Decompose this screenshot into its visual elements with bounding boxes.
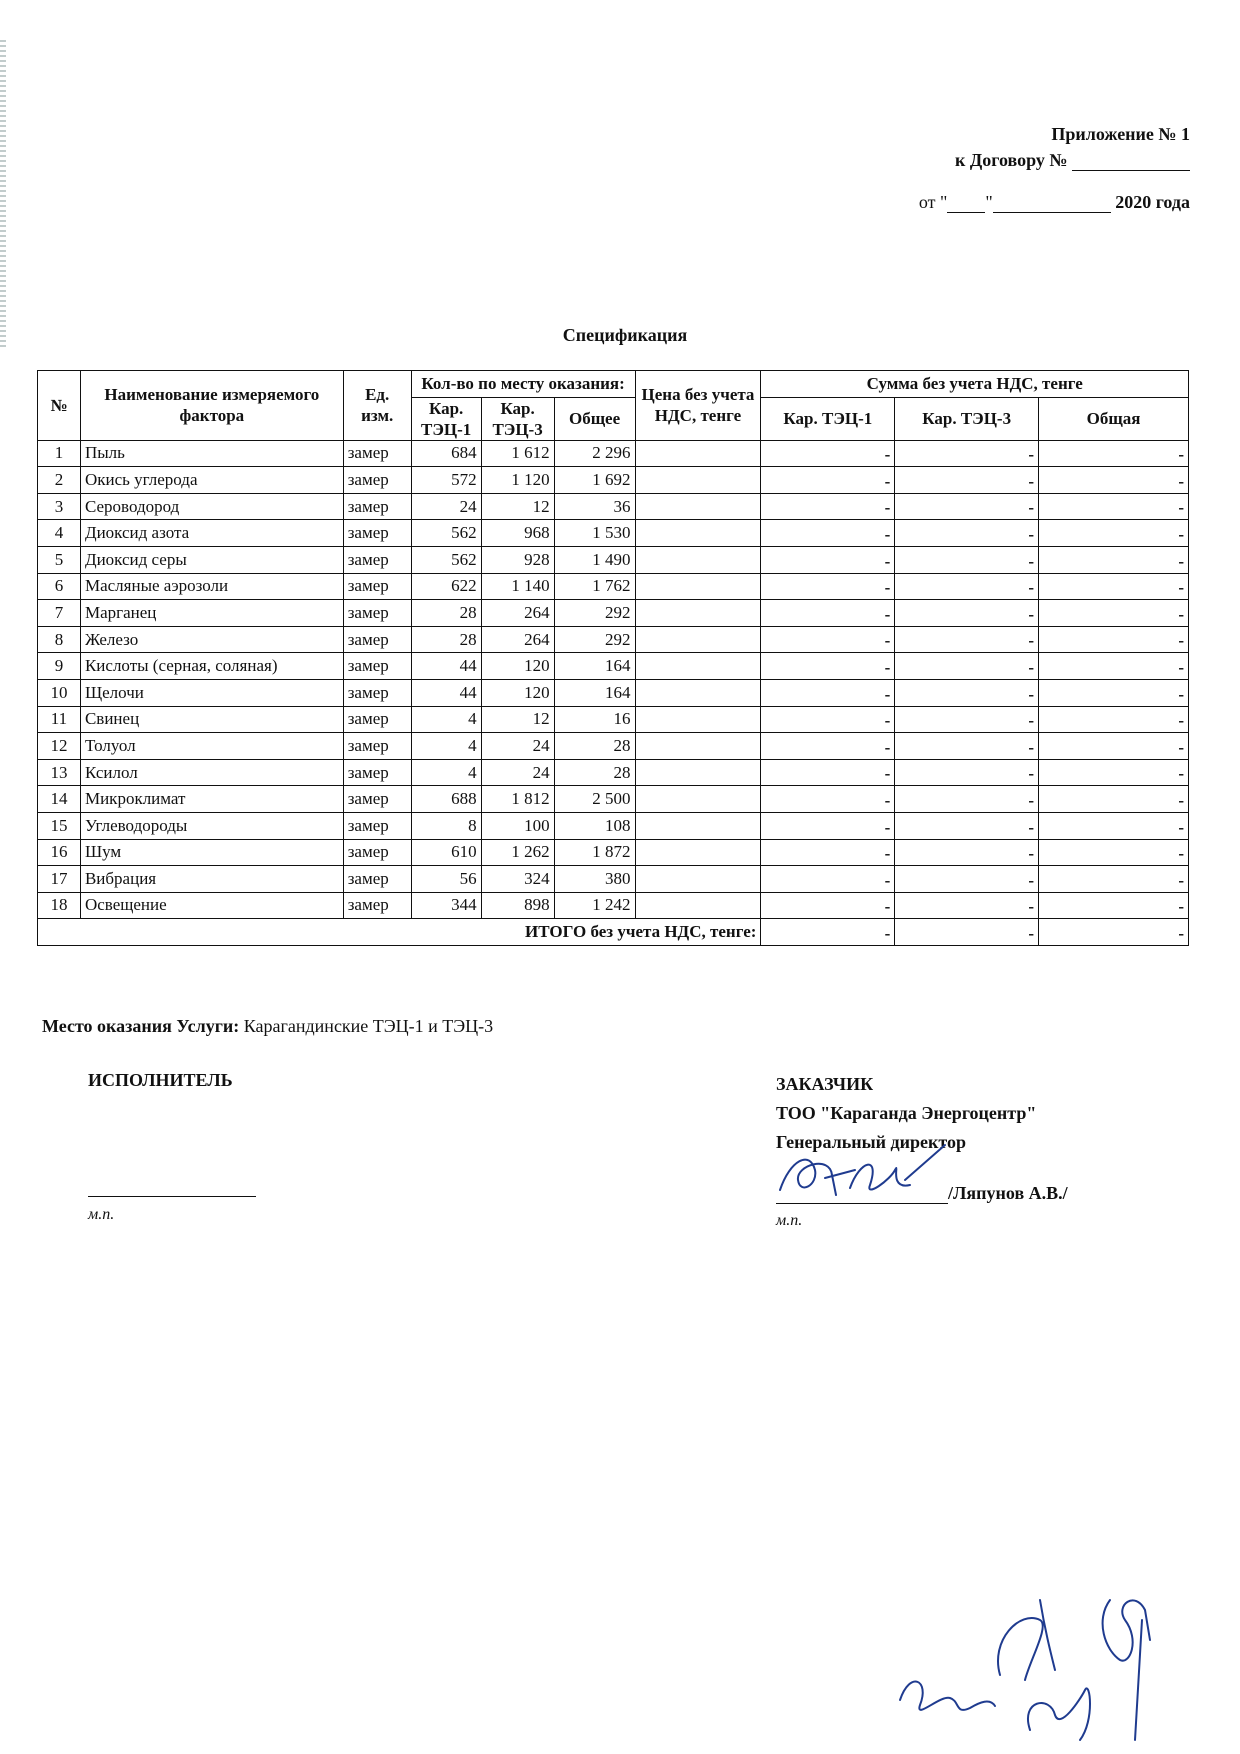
price-cell (635, 493, 761, 520)
unit-cell: замер (343, 600, 411, 627)
price-cell (635, 600, 761, 627)
factor-name-cell: Железо (80, 626, 343, 653)
qty-total-cell: 1 762 (554, 573, 635, 600)
qty-total-cell: 28 (554, 759, 635, 786)
row-number-cell: 17 (38, 866, 81, 893)
table-row (38, 679, 1189, 706)
factor-name-cell: Сероводород (80, 493, 343, 520)
qty-tec3-cell: 24 (481, 733, 554, 760)
factor-name-cell: Шум (80, 839, 343, 866)
sum-tec3-cell: - (895, 892, 1039, 919)
price-cell (635, 520, 761, 547)
unit-cell: замер (343, 467, 411, 494)
month-blank (993, 196, 1111, 213)
contract-date-line (919, 192, 1190, 213)
director-signature (770, 1140, 960, 1210)
qty-tec1-cell: 44 (411, 653, 481, 680)
table-row (38, 759, 1189, 786)
row-number-cell: 7 (38, 600, 81, 627)
qty-total-cell: 2 500 (554, 786, 635, 813)
qty-total-cell: 36 (554, 493, 635, 520)
header-sum-group: Сумма без учета НДС, тенге (761, 371, 1189, 398)
row-number-cell: 10 (38, 679, 81, 706)
row-number-cell: 16 (38, 839, 81, 866)
row-number-cell: 11 (38, 706, 81, 733)
qty-tec3-cell: 100 (481, 812, 554, 839)
qty-total-cell: 1 530 (554, 520, 635, 547)
price-cell (635, 892, 761, 919)
sum-tec3-cell: - (895, 626, 1039, 653)
qty-tec3-cell: 1 120 (481, 467, 554, 494)
qty-tec1-cell: 28 (411, 600, 481, 627)
header-sum-tec1: Кар. ТЭЦ-1 (761, 397, 895, 440)
header-qty-tec1: Кар. ТЭЦ-1 (411, 397, 481, 440)
sum-tec1-cell: - (761, 866, 895, 893)
sum-tec1-cell: - (761, 546, 895, 573)
qty-tec1-cell: 610 (411, 839, 481, 866)
unit-cell: замер (343, 573, 411, 600)
qty-tec1-cell: 688 (411, 786, 481, 813)
qty-tec1-cell: 572 (411, 467, 481, 494)
qty-tec3-cell: 12 (481, 493, 554, 520)
sum-tec3-cell: - (895, 866, 1039, 893)
factor-name-cell: Углеводороды (80, 812, 343, 839)
date-suffix: 2020 года (1115, 192, 1190, 212)
factor-name-cell: Микроклимат (80, 786, 343, 813)
qty-tec1-cell: 8 (411, 812, 481, 839)
sum-tec1-cell: - (761, 626, 895, 653)
customer-title: ЗАКАЗЧИК (776, 1074, 874, 1094)
sum-tec1-cell: - (761, 679, 895, 706)
sum-tec1-cell: - (761, 467, 895, 494)
qty-tec1-cell: 24 (411, 493, 481, 520)
qty-total-cell: 1 872 (554, 839, 635, 866)
qty-total-cell: 108 (554, 812, 635, 839)
price-cell (635, 786, 761, 813)
header-qty-tec3: Кар. ТЭЦ-3 (481, 397, 554, 440)
unit-cell: замер (343, 706, 411, 733)
date-prefix: от " (918, 192, 948, 212)
factor-name-cell: Ксилол (80, 759, 343, 786)
table-row (38, 839, 1189, 866)
service-place-value: Карагандинские ТЭЦ-1 и ТЭЦ-3 (243, 1016, 494, 1036)
price-cell (635, 759, 761, 786)
service-place (42, 1016, 493, 1037)
header-no: № (38, 371, 81, 441)
row-number-cell: 13 (38, 759, 81, 786)
price-cell (635, 467, 761, 494)
unit-cell: замер (343, 520, 411, 547)
price-cell (635, 866, 761, 893)
qty-tec3-cell: 968 (481, 520, 554, 547)
table-row (38, 653, 1189, 680)
executor-signature-line (88, 1196, 256, 1197)
executor-title: ИСПОЛНИТЕЛЬ (88, 1070, 233, 1090)
unit-cell: замер (343, 493, 411, 520)
sum-total-cell: - (1039, 467, 1189, 494)
qty-tec1-cell: 44 (411, 679, 481, 706)
table-row (38, 573, 1189, 600)
qty-tec3-cell: 120 (481, 679, 554, 706)
row-number-cell: 15 (38, 812, 81, 839)
sum-tec1-cell: - (761, 759, 895, 786)
sum-total-cell: - (1039, 600, 1189, 627)
sum-total-cell: - (1039, 706, 1189, 733)
sum-tec1-cell: - (761, 573, 895, 600)
sum-total-cell: - (1039, 786, 1189, 813)
sum-tec1-cell: - (761, 706, 895, 733)
factor-name-cell: Диоксид азота (80, 520, 343, 547)
sum-tec1-cell: - (761, 493, 895, 520)
sum-tec3-cell: - (895, 600, 1039, 627)
table-row (38, 733, 1189, 760)
sum-tec3-cell: - (895, 812, 1039, 839)
header-sum-tec3: Кар. ТЭЦ-3 (895, 397, 1039, 440)
sum-tec1-cell: - (761, 786, 895, 813)
unit-cell: замер (343, 759, 411, 786)
qty-tec3-cell: 1 612 (481, 440, 554, 467)
row-number-cell: 1 (38, 440, 81, 467)
table-row (38, 440, 1189, 467)
price-cell (635, 653, 761, 680)
sum-tec3-cell: - (895, 520, 1039, 547)
table-row (38, 626, 1189, 653)
qty-tec3-cell: 264 (481, 626, 554, 653)
factor-name-cell: Освещение (80, 892, 343, 919)
factor-name-cell: Вибрация (80, 866, 343, 893)
qty-total-cell: 16 (554, 706, 635, 733)
table-row (38, 467, 1189, 494)
header-name: Наименование измеряемого фактора (80, 371, 343, 441)
header-qty-total: Общее (554, 397, 635, 440)
price-cell (635, 706, 761, 733)
contract-prefix: к Договору № (955, 150, 1068, 170)
sum-tec3-cell: - (895, 786, 1039, 813)
table-row (38, 706, 1189, 733)
row-number-cell: 14 (38, 786, 81, 813)
price-cell (635, 733, 761, 760)
sum-total-cell: - (1039, 440, 1189, 467)
sum-tec3-cell: - (895, 706, 1039, 733)
header-price: Цена без учета НДС, тенге (635, 371, 761, 441)
header-unit: Ед. изм. (343, 371, 411, 441)
sum-tec3-cell: - (895, 493, 1039, 520)
table-row (38, 866, 1189, 893)
sum-tec3-cell: - (895, 573, 1039, 600)
price-cell (635, 440, 761, 467)
sum-tec3-cell: - (895, 759, 1039, 786)
factor-name-cell: Пыль (80, 440, 343, 467)
date-mid: " (985, 192, 993, 212)
sum-tec1-cell: - (761, 653, 895, 680)
qty-total-cell: 1 692 (554, 467, 635, 494)
sum-total-cell: - (1039, 892, 1189, 919)
qty-tec3-cell: 12 (481, 706, 554, 733)
row-number-cell: 5 (38, 546, 81, 573)
sum-total-cell: - (1039, 573, 1189, 600)
qty-tec3-cell: 24 (481, 759, 554, 786)
unit-cell: замер (343, 653, 411, 680)
qty-tec1-cell: 4 (411, 706, 481, 733)
document-title: Спецификация (562, 325, 688, 345)
sum-tec3-cell: - (895, 839, 1039, 866)
qty-total-cell: 164 (554, 653, 635, 680)
table-row (38, 520, 1189, 547)
price-cell (635, 573, 761, 600)
qty-tec3-cell: 324 (481, 866, 554, 893)
sum-tec1-cell: - (761, 520, 895, 547)
customer-position: Генеральный директор (776, 1132, 966, 1152)
price-cell (635, 679, 761, 706)
customer-stamp-place: м.п. (776, 1212, 803, 1229)
sum-total-cell: - (1039, 493, 1189, 520)
unit-cell: замер (343, 679, 411, 706)
table-body (38, 440, 1189, 919)
qty-tec1-cell: 4 (411, 733, 481, 760)
row-number-cell: 18 (38, 892, 81, 919)
total-sum-tec3: - (895, 919, 1039, 946)
qty-tec1-cell: 344 (411, 892, 481, 919)
total-label: ИТОГО без учета НДС, тенге: (38, 919, 761, 946)
customer-company: ТОО "Караганда Энергоцентр" (776, 1103, 1037, 1123)
sum-tec3-cell: - (895, 546, 1039, 573)
row-number-cell: 2 (38, 467, 81, 494)
sum-tec3-cell: - (895, 653, 1039, 680)
factor-name-cell: Толуол (80, 733, 343, 760)
unit-cell: замер (343, 786, 411, 813)
factor-name-cell: Кислоты (серная, соляная) (80, 653, 343, 680)
unit-cell: замер (343, 866, 411, 893)
price-cell (635, 812, 761, 839)
unit-cell: замер (343, 839, 411, 866)
qty-total-cell: 380 (554, 866, 635, 893)
service-place-label: Место оказания Услуги: (42, 1016, 240, 1036)
qty-tec1-cell: 562 (411, 546, 481, 573)
customer-signer-name: /Ляпунов А.В./ (948, 1183, 1068, 1203)
row-number-cell: 8 (38, 626, 81, 653)
sum-tec3-cell: - (895, 733, 1039, 760)
qty-total-cell: 1 490 (554, 546, 635, 573)
sum-tec1-cell: - (761, 733, 895, 760)
sum-tec1-cell: - (761, 440, 895, 467)
factor-name-cell: Диоксид серы (80, 546, 343, 573)
factor-name-cell: Свинец (80, 706, 343, 733)
sum-total-cell: - (1039, 679, 1189, 706)
sum-tec1-cell: - (761, 892, 895, 919)
specification-table (37, 370, 1189, 946)
qty-tec1-cell: 4 (411, 759, 481, 786)
qty-tec3-cell: 1 262 (481, 839, 554, 866)
table-row (38, 892, 1189, 919)
sum-tec1-cell: - (761, 839, 895, 866)
unit-cell: замер (343, 733, 411, 760)
table-row (38, 600, 1189, 627)
qty-tec3-cell: 264 (481, 600, 554, 627)
unit-cell: замер (343, 546, 411, 573)
unit-cell: замер (343, 812, 411, 839)
qty-tec3-cell: 898 (481, 892, 554, 919)
unit-cell: замер (343, 892, 411, 919)
unit-cell: замер (343, 440, 411, 467)
appendix-label: Приложение № 1 (1051, 124, 1190, 144)
sum-total-cell: - (1039, 520, 1189, 547)
sum-total-cell: - (1039, 866, 1189, 893)
table-row (38, 786, 1189, 813)
sum-total-cell: - (1039, 759, 1189, 786)
price-cell (635, 626, 761, 653)
qty-total-cell: 292 (554, 626, 635, 653)
sum-total-cell: - (1039, 653, 1189, 680)
contract-number-line (955, 150, 1190, 171)
factor-name-cell: Щелочи (80, 679, 343, 706)
qty-tec1-cell: 28 (411, 626, 481, 653)
total-sum-tec1: - (761, 919, 895, 946)
price-cell (635, 546, 761, 573)
table-row (38, 546, 1189, 573)
factor-name-cell: Марганец (80, 600, 343, 627)
qty-tec1-cell: 684 (411, 440, 481, 467)
sum-total-cell: - (1039, 839, 1189, 866)
qty-tec1-cell: 622 (411, 573, 481, 600)
qty-tec3-cell: 928 (481, 546, 554, 573)
executor-stamp-place: м.п. (88, 1206, 115, 1223)
row-number-cell: 9 (38, 653, 81, 680)
qty-tec3-cell: 1 812 (481, 786, 554, 813)
qty-tec3-cell: 120 (481, 653, 554, 680)
factor-name-cell: Окись углерода (80, 467, 343, 494)
sum-tec1-cell: - (761, 812, 895, 839)
price-cell (635, 839, 761, 866)
sum-tec1-cell: - (761, 600, 895, 627)
scan-edge-artifact (0, 40, 6, 350)
day-blank (947, 196, 985, 213)
page-initials-signature (880, 1580, 1200, 1750)
qty-tec3-cell: 1 140 (481, 573, 554, 600)
sum-total-cell: - (1039, 812, 1189, 839)
header-qty-group: Кол-во по месту оказания: (411, 371, 635, 398)
sum-tec3-cell: - (895, 679, 1039, 706)
qty-total-cell: 2 296 (554, 440, 635, 467)
qty-total-cell: 292 (554, 600, 635, 627)
sum-total-cell: - (1039, 733, 1189, 760)
table-row (38, 493, 1189, 520)
qty-total-cell: 1 242 (554, 892, 635, 919)
sum-tec3-cell: - (895, 440, 1039, 467)
sum-total-cell: - (1039, 626, 1189, 653)
qty-total-cell: 28 (554, 733, 635, 760)
qty-tec1-cell: 56 (411, 866, 481, 893)
contract-number-blank (1072, 154, 1190, 171)
table-row (38, 812, 1189, 839)
row-number-cell: 6 (38, 573, 81, 600)
qty-total-cell: 164 (554, 679, 635, 706)
total-sum-total: - (1039, 919, 1189, 946)
row-number-cell: 4 (38, 520, 81, 547)
factor-name-cell: Масляные аэрозоли (80, 573, 343, 600)
row-number-cell: 3 (38, 493, 81, 520)
row-number-cell: 12 (38, 733, 81, 760)
qty-tec1-cell: 562 (411, 520, 481, 547)
total-row (38, 919, 1189, 946)
header-sum-total: Общая (1039, 397, 1189, 440)
unit-cell: замер (343, 626, 411, 653)
sum-total-cell: - (1039, 546, 1189, 573)
sum-tec3-cell: - (895, 467, 1039, 494)
